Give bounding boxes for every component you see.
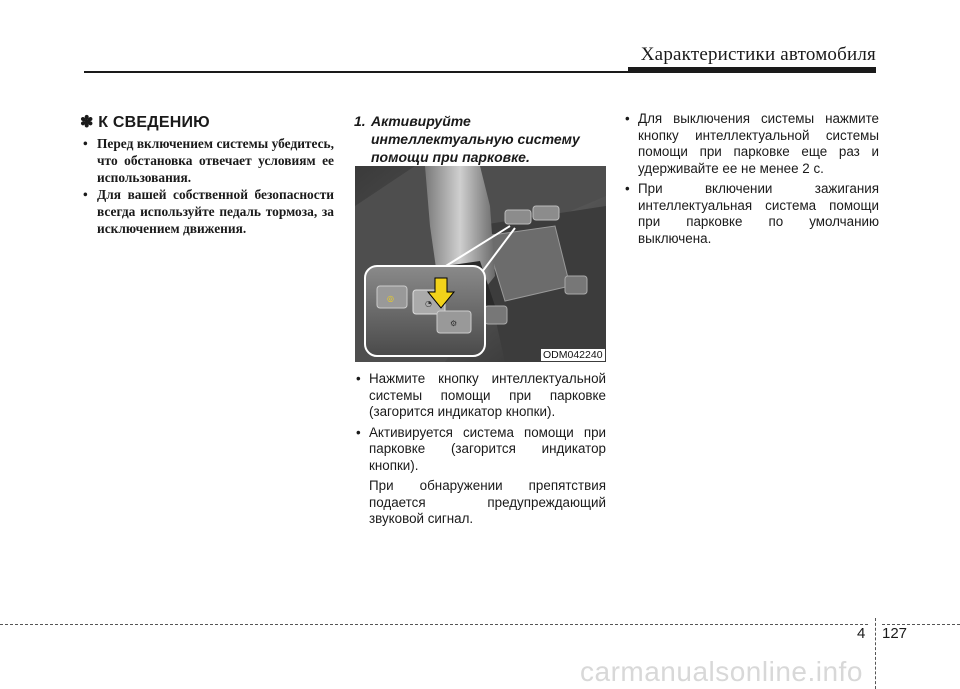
console-photo xyxy=(355,166,606,362)
list-item: • При включении зажигания интеллектуальная система помощи при парковке по умолчанию выключена. xyxy=(625,181,879,246)
middle-list xyxy=(354,371,606,528)
footer-dashed-rule xyxy=(0,624,868,625)
figure-label: ODM042240 xyxy=(543,349,603,361)
page-number: 127 xyxy=(882,625,908,642)
notice-star-icon: ✽ xyxy=(80,114,94,131)
page-header-title: Характеристики автомобиля xyxy=(640,44,876,65)
bullet-icon: • xyxy=(83,187,88,202)
notice-list xyxy=(80,135,334,237)
svg-text:◎: ◎ xyxy=(387,294,394,303)
list-item: • Активируется система помощи при парковке (загорится индикатор кнопки). xyxy=(356,424,606,473)
bullet-icon: • xyxy=(356,424,361,440)
step-title: Активируйте интеллектуальную систему помощи при парковке. xyxy=(371,113,580,165)
bullet-icon: • xyxy=(83,136,88,151)
list-item: • Для выключения системы нажмите кнопку интеллектуальной системы помощи при парковке еще раз и удерживайте ее не менее 2 с. xyxy=(625,111,879,176)
section-number: 4 xyxy=(857,625,866,642)
footer-vertical-rule xyxy=(875,618,876,689)
bullet-icon: • xyxy=(625,111,630,126)
list-item: • Нажмите кнопку интеллектуальной системы помощи при парковке (загорится индикатор кнопки). xyxy=(356,371,606,419)
header-rule-thin xyxy=(84,71,628,73)
svg-text:◔: ◔ xyxy=(425,299,432,308)
right-list xyxy=(623,111,879,251)
notice-item: • Перед включением системы убедитесь, что обстановка отвечает условиям ее использования. xyxy=(83,136,334,185)
note-paragraph: При обнаружении препятствия подается предупреждающий звуковой сигнал. xyxy=(369,478,606,526)
notice-heading xyxy=(80,112,210,132)
watermark: carmanualsonline.info xyxy=(580,656,863,687)
bullet-icon: • xyxy=(625,181,630,196)
bullet-icon: • xyxy=(356,371,361,386)
header-rule-thick xyxy=(628,67,876,73)
step-heading xyxy=(354,112,606,166)
notice-item: • Для вашей собственной безопасности всегда используйте педаль тормоза, за исключением движения. xyxy=(83,187,334,236)
notice-title: К СВЕДЕНИЮ xyxy=(98,114,210,131)
step-number: 1. xyxy=(354,113,366,129)
svg-text:⚙: ⚙ xyxy=(450,319,458,328)
